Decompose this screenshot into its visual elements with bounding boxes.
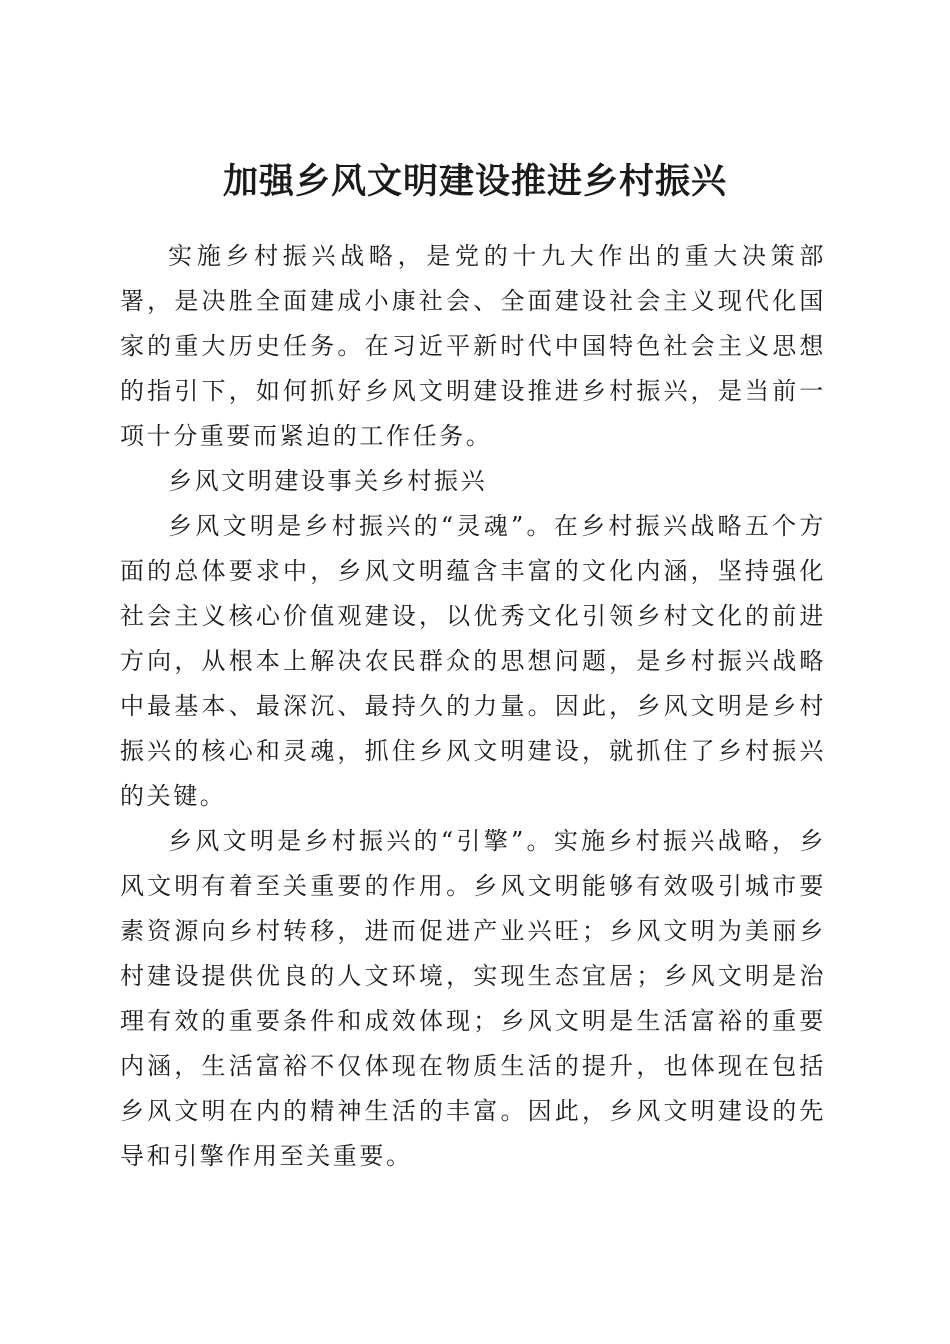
document-body — [120, 234, 826, 1179]
document-title: 加强乡风文明建设推进乡村振兴 — [222, 161, 727, 203]
paragraph-engine: 乡风文明是乡村振兴的“引擎”。实施乡村振兴战略，乡风文明有着至关重要的作用。乡风文明能够有效吸引城市要素资源向乡村转移，进而促进产业兴旺；乡风文明为美丽乡村建设提供优良的人文环境，实现生态宜居；乡风文明是治理有效的重要条件和成效体现；乡风文明是生活富裕的重要内涵，生活富裕不仅体现在物质生活的提升，也体现在包括乡风文明在内的精神生活的丰富。因此，乡风文明建设的先导和引擎作用至关重要。 — [120, 827, 826, 1170]
paragraph-intro: 实施乡村振兴战略，是党的十九大作出的重大决策部署，是决胜全面建成小康社会、全面建设社会主义现代化国家的重大历史任务。在习近平新时代中国特色社会主义思想的指引下，如何抓好乡风文明建设推进乡村振兴，是当前一项十分重要而紧迫的工作任务。 — [120, 242, 826, 450]
paragraph-soul: 乡风文明是乡村振兴的“灵魂”。在乡村振兴战略五个方面的总体要求中，乡风文明蕴含丰富的文化内涵，坚持强化社会主义核心价值观建设，以优秀文化引领乡村文化的前进方向，从根本上解决农民群众的思想问题，是乡村振兴战略中最基本、最深沉、最持久的力量。因此，乡风文明是乡村振兴的核心和灵魂，抓住乡风文明建设，就抓住了乡村振兴的关键。 — [120, 512, 826, 810]
section-heading: 乡风文明建设事关乡村振兴 — [168, 467, 488, 495]
